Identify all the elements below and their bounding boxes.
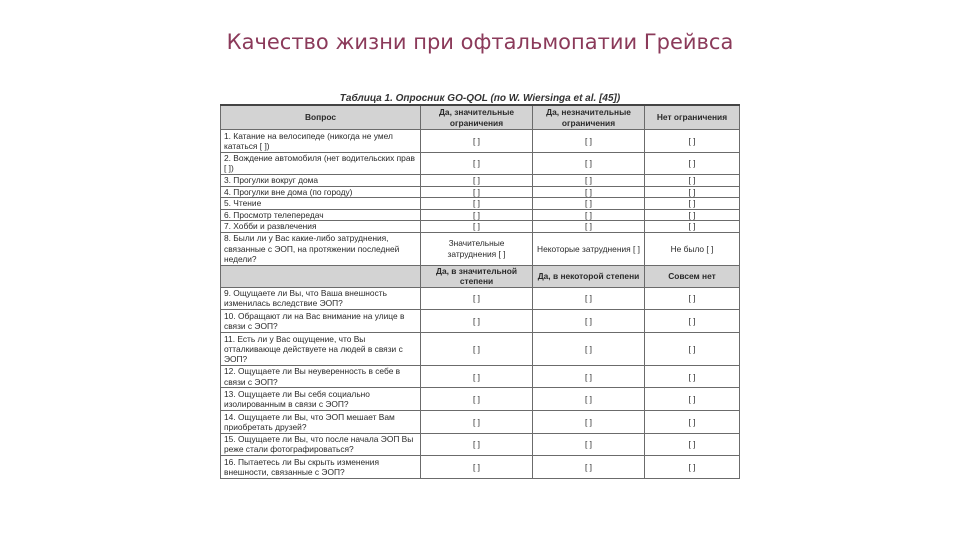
- answer-checkbox: [ ]: [533, 433, 645, 456]
- question-cell: 15. Ощущаете ли Вы, что после начала ЭОП Вы реже стали фотографироваться?: [221, 433, 421, 456]
- answer-checkbox: [ ]: [533, 130, 645, 153]
- question-cell: 2. Вождение автомобиля (нет водительских прав [ ]): [221, 152, 421, 175]
- answer-checkbox: [ ]: [421, 186, 533, 198]
- answer-checkbox: [ ]: [533, 456, 645, 479]
- subheader-none: Совсем нет: [645, 265, 740, 287]
- question-cell: 12. Ощущаете ли Вы неуверенность в себе в связи с ЭОП?: [221, 365, 421, 388]
- answer-checkbox: [ ]: [645, 456, 740, 479]
- answer-checkbox: [ ]: [645, 175, 740, 187]
- answer-checkbox: [ ]: [645, 310, 740, 333]
- subheader-some: Да, в некоторой степени: [533, 265, 645, 287]
- answer-checkbox: [ ]: [533, 175, 645, 187]
- header-question: Вопрос: [221, 105, 421, 130]
- answer-checkbox: [ ]: [533, 332, 645, 365]
- table-subheader-row: [221, 265, 740, 287]
- answer-checkbox: [ ]: [645, 411, 740, 434]
- answer-checkbox: [ ]: [645, 332, 740, 365]
- answer-checkbox: [ ]: [645, 433, 740, 456]
- header-significant-limits: Да, значительные ограничения: [421, 105, 533, 130]
- answer-checkbox: [ ]: [421, 221, 533, 233]
- slide-title: Качество жизни при офтальмопатии Грейвса: [226, 30, 734, 54]
- answer-checkbox: [ ]: [645, 388, 740, 411]
- question-cell: 7. Хобби и развлечения: [221, 221, 421, 233]
- answer-checkbox: [ ]: [645, 152, 740, 175]
- answer-checkbox: [ ]: [421, 152, 533, 175]
- answer-checkbox: [ ]: [645, 287, 740, 310]
- question-cell: 10. Обращают ли на Вас внимание на улице в связи с ЭОП?: [221, 310, 421, 333]
- table-row: [221, 456, 740, 479]
- table-row: [221, 365, 740, 388]
- question-cell: 3. Прогулки вокруг дома: [221, 175, 421, 187]
- table-row: [221, 232, 740, 265]
- table-row: [221, 152, 740, 175]
- answer-checkbox: [ ]: [421, 332, 533, 365]
- question-cell: 9. Ощущаете ли Вы, что Ваша внешность изменилась вследствие ЭОП?: [221, 287, 421, 310]
- question-cell: 4. Прогулки вне дома (по городу): [221, 186, 421, 198]
- answer-checkbox: [ ]: [533, 287, 645, 310]
- question-cell: 5. Чтение: [221, 198, 421, 210]
- table-row: [221, 310, 740, 333]
- answer-checkbox: [ ]: [645, 186, 740, 198]
- table-row: [221, 130, 740, 153]
- answer-checkbox: [ ]: [533, 198, 645, 210]
- question-cell: 14. Ощущаете ли Вы, что ЭОП мешает Вам приобретать друзей?: [221, 411, 421, 434]
- header-no-limits: Нет ограничения: [645, 105, 740, 130]
- answer-checkbox: [ ]: [421, 198, 533, 210]
- answer-checkbox: [ ]: [421, 130, 533, 153]
- answer-checkbox: [ ]: [421, 456, 533, 479]
- answer-checkbox: [ ]: [421, 175, 533, 187]
- table-row: [221, 332, 740, 365]
- answer-checkbox: [ ]: [421, 365, 533, 388]
- answer-checkbox: [ ]: [645, 221, 740, 233]
- answer-checkbox: [ ]: [645, 130, 740, 153]
- table-row: [221, 388, 740, 411]
- table-row: [221, 175, 740, 187]
- table-header-row: [221, 105, 740, 130]
- answer-checkbox: [ ]: [533, 209, 645, 221]
- table-row: [221, 411, 740, 434]
- questionnaire-table: [220, 104, 740, 479]
- answer-checkbox: [ ]: [421, 388, 533, 411]
- answer-option: Некоторые затруднения [ ]: [533, 232, 645, 265]
- answer-checkbox: [ ]: [645, 209, 740, 221]
- question-cell: 11. Есть ли у Вас ощущение, что Вы отталкивающе действуете на людей в связи с ЭОП?: [221, 332, 421, 365]
- answer-checkbox: [ ]: [645, 365, 740, 388]
- table-row: [221, 186, 740, 198]
- answer-checkbox: [ ]: [533, 221, 645, 233]
- table-caption: Таблица 1. Опросник GO-QOL (по W. Wiersinga et al. [45]): [339, 93, 621, 104]
- answer-checkbox: [ ]: [533, 365, 645, 388]
- question-cell: 8. Были ли у Вас какие-либо затруднения, связанные с ЭОП, на протяжении последней недели?: [221, 232, 421, 265]
- table-row: [221, 221, 740, 233]
- question-cell: 6. Просмотр телепередач: [221, 209, 421, 221]
- subheader-significant: Да, в значительной степени: [421, 265, 533, 287]
- answer-checkbox: [ ]: [533, 186, 645, 198]
- answer-checkbox: [ ]: [533, 388, 645, 411]
- answer-checkbox: [ ]: [421, 209, 533, 221]
- answer-checkbox: [ ]: [421, 287, 533, 310]
- header-minor-limits: Да, незначительные ограничения: [533, 105, 645, 130]
- answer-checkbox: [ ]: [533, 310, 645, 333]
- answer-checkbox: [ ]: [421, 433, 533, 456]
- answer-option: Не было [ ]: [645, 232, 740, 265]
- table-row: [221, 433, 740, 456]
- answer-checkbox: [ ]: [421, 411, 533, 434]
- question-cell: 13. Ощущаете ли Вы себя социально изолированным в связи с ЭОП?: [221, 388, 421, 411]
- answer-checkbox: [ ]: [533, 411, 645, 434]
- table-row: [221, 209, 740, 221]
- subheader-blank: [221, 265, 421, 287]
- question-cell: 16. Пытаетесь ли Вы скрыть изменения внешности, связанные с ЭОП?: [221, 456, 421, 479]
- table-row: [221, 198, 740, 210]
- answer-checkbox: [ ]: [421, 310, 533, 333]
- table-row: [221, 287, 740, 310]
- answer-checkbox: [ ]: [645, 198, 740, 210]
- question-cell: 1. Катание на велосипеде (никогда не умел кататься [ ]): [221, 130, 421, 153]
- answer-checkbox: [ ]: [533, 152, 645, 175]
- answer-option: Значительные затруднения [ ]: [421, 232, 533, 265]
